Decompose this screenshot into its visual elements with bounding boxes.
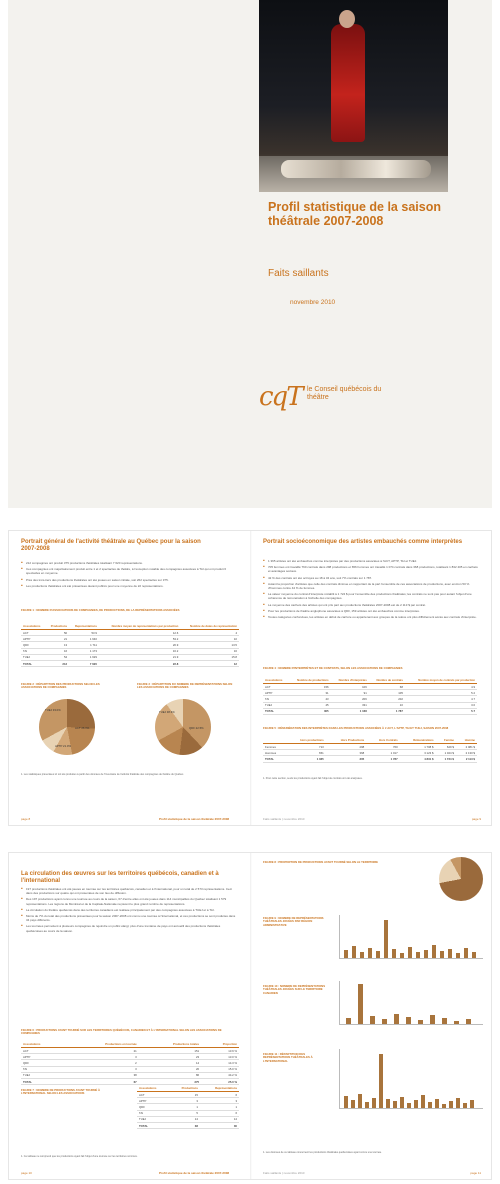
bar [456,953,460,958]
cell: 13.0 % [201,1054,239,1060]
column-header: Hors Contrats [366,737,399,744]
cell: 305 [326,756,367,762]
bar [421,1095,425,1108]
figure-11-label: FIGURE 11 : RÉPARTITION DES REPRÉSENTATIONS THÉÂTRALES À L'INTERNATIONAL [263,1052,313,1063]
page-fold [250,531,252,825]
column-header: Représentations [69,623,99,630]
bar [414,1100,418,1108]
bullet-list-socioeconomic [263,559,478,621]
spread-pages-10-11 [8,852,492,1180]
column-header: Homme [456,737,477,744]
cell: 4.7 [405,696,477,702]
bar [407,1103,411,1108]
cell: 15.8 [180,654,239,660]
column-header: Hors Productions [326,737,367,744]
footnote-left: 1. Ce tableau ne comprend que les productions ayant fait l'objet d'une tournée sur les territoires nommés. [21,1155,138,1158]
pie-label: ACT 26.0% [75,726,90,730]
cell: 1 [200,1104,239,1110]
cell: 368 [326,750,367,756]
bar [463,1103,467,1108]
cell: 1 708 $ [400,744,436,750]
cell: 151 [139,1048,201,1054]
cell: 16.2 [99,648,180,654]
bar [400,953,404,958]
bar [416,952,420,958]
cell: 21 [65,1048,138,1054]
cell: 298 [326,744,367,750]
bar [456,1098,460,1108]
bar [435,1099,439,1108]
pie-label: QDF 22.5% [189,726,204,730]
cell: 53.2 [99,636,180,642]
bullet-item: ■ Des 197 productions ayant connu une tournée au cours de la saison, 67 d'entre elles ont été jouées dans 114 municipalités du Québec totalisant 1 579 représentations. Les régions de Montréal et de la Capitale-Nationale reçoivent le plus grand nombre de représentations. [21,897,236,905]
bullet-item: ■ Près des trois-tiers des productions théâtrales ont été jouées en saison initiale, soit 262 spectacles sur 375. [21,578,236,582]
column-header: Productions [169,1085,200,1092]
cell: 1 711 [69,642,99,648]
bar [406,1017,411,1024]
cell: 5.7 [405,708,477,714]
cell: 21 [46,636,69,642]
figure-8-label: FIGURE 8 : PROPORTION DE PRODUCTIONS AYANT TOURNÉ SELON LE TERRITOIRE [263,860,379,864]
bar-chart-regions [339,915,483,959]
bullet-item: ■ La valeur moyenne du contrat d'interprète s'établit à 1 724 $ pour l'ensemble des productions théâtrales; les contrats ne sont pas pour autant l'objet d'une cohérence de rémunération à l'échelle des compagnies. [263,592,478,600]
column-header: Nombre de dates de représentation [180,623,239,630]
bar [400,1097,404,1108]
cell: 13.9 % [201,1048,239,1054]
bar [440,951,444,958]
cell: 44.2 % [201,1072,239,1078]
page-number-left: page 8 [21,817,31,821]
column-header: Productions [46,623,69,630]
cell: 12.6 [99,630,180,636]
cell: 2 130 $ [456,750,477,756]
cell: TOTAL [137,1122,169,1128]
actress-head [339,10,355,28]
bullet-item: ■ Autant la proportion d'artistes que celle des contrats diminue en rapportant de la part l'ensemble de ces associations de productions, avec environ 50 % d'hommes contre 44 % de femmes. [263,582,478,590]
cell: 53.9 [69,630,99,636]
bar [346,1018,351,1024]
cell: 14.3 % [201,1060,239,1066]
lying-figures [281,160,431,178]
cell: 1 629 [69,654,99,660]
bullet-item: ■ Ces compagnies ont majoritairement produit entre 1 et 2 spectacles de théâtre, à l'exception notable des compagnies associées à TAI qui ont produit 6 spectacles en moyenne. [21,567,236,575]
column-header: Associations [137,1085,169,1092]
cell: 91 [331,690,369,696]
cell: 15 [169,1092,200,1098]
bar [379,1054,383,1108]
bar [344,950,348,958]
bullet-item: ■ La moyenne des cachets des artistes qui ont pris part aux productions théâtrales 2007-2008 est de 2 113 $ par contrat. [263,603,478,607]
column-header: Nombre de productions [288,677,330,684]
footer-right: Faits saillants | novembre 2010 [263,817,305,821]
bar-chart-international [339,1049,483,1109]
bar [466,1019,471,1024]
bar [393,1101,397,1108]
cell: 14 [200,1116,239,1122]
bar [418,1020,423,1024]
cell: TUEJ [21,654,46,660]
bar [430,1015,435,1024]
cell: 45 [288,702,330,708]
cell: QDF [21,1060,65,1066]
cell: 1 787 [369,708,405,714]
cell: 20.9 [99,642,180,648]
column-header: Associations [21,623,46,630]
cell: ACT [263,684,288,690]
bullet-item: ■ Toutes catégories confondues, les artistes en début de carrière ou appartenant aux groupes de la relève ont plus difficilement accès aux contrats d'interprète. [263,615,478,619]
bullet-item: ■ La circulation du théâtre québécois dans des territoires canadiens est réalisée principalement par des compagnies associées à TUEJ et à TAI. [21,908,236,912]
bullet-item: ■ Les tournées permettent à plusieurs compagnies de rejoindre un public élargi; plus d'une trentaine de pays ont accueilli des productions théâtrales québécoises au cours de la saison. [21,924,236,932]
cell: Femmes [263,744,285,750]
figure-1-label: FIGURE 1 : NOMBRE D'ASSOCIATIONS DE COMPAGNIES, DE PRODUCTIONS, DE LA REPRÉSENTATIONS ASSOCIÉES [21,608,180,612]
cell: APTP [263,690,288,696]
column-header: Productions en tournée [65,1041,138,1048]
cell: 4 [180,630,239,636]
pie-label: TUEJ 38.3% [159,710,175,714]
cell: APTP [21,1054,65,1060]
cell: TUEJ [263,702,288,708]
bar [472,952,476,958]
cover-page [8,0,492,508]
cell: 21.9 [99,654,180,660]
column-header: Productions totales [139,1041,201,1048]
pie-label: APTP 21.0% [55,744,71,748]
footnote-right: 1. Pour cette section, seuls les productions ayant fait l'objet de contrats ont été analysées. [263,777,363,780]
cell: 10 [180,636,239,642]
bar [360,952,364,958]
cell: 16 [46,648,69,654]
cell: 22.8 [99,660,180,666]
logo-mark: cqT [259,382,302,412]
cell: TOTAL [21,1078,65,1084]
column-header: Nombre de contrats [369,677,405,684]
bar [358,984,363,1024]
column-header: Représentations [200,1085,239,1092]
bullet-item: ■ 197 productions théâtrales ont été jouées en tournée sur les territoires québécois, canadien et à l'international, pour un total de 2 573 représentations. Ceci dans des productions sur quatre qui ont présentées de son lieu de diffusion. [21,887,236,895]
cell: 14 [169,1116,200,1122]
table-figure-5 [263,737,477,763]
bar [368,948,372,958]
cell: ACT [21,630,46,636]
footer-left [159,817,229,821]
cell: 67 [65,1078,138,1084]
actress-red-dress [331,24,365,142]
footer-text: Profil statistique de la saison théâtrale 2007-2008 [159,1171,230,1175]
cell: Hommes [263,750,285,756]
cell: 1 [169,1104,200,1110]
bar [394,1014,399,1024]
logo-text: le Conseil québécois du théâtre [307,386,382,401]
column-header: Associations [263,677,288,684]
bullet-item: ■ Moins de 7% du total des productions présentées pour la saison 2007-2008 ont connu une tournée à l'international, et ces productions se sont produites dans 34 pays différents. [21,914,236,922]
page-number-right: page 9 [471,817,481,821]
cell: 38 [65,1072,138,1078]
bar [464,948,468,958]
bar [351,1100,355,1108]
table-total-row [137,1122,239,1128]
bullet-item: ■ Les productions théâtrales ont été présentées devant publics pour une moyenne de 22 représentations. [21,584,236,588]
section-heading-circulation: La circulation des œuvres sur les territoires québécois, canadien et à l'international [21,871,219,884]
section-heading-general: Portrait général de l'activité théâtrale au Québec pour la saison 2007-2008 [21,539,201,552]
cell: 375 [139,1078,201,1084]
bar [376,951,380,958]
bullet-item: ■ 705 femmes ont travaillé 760 contrats dans 298 productions et 656 hommes ont travaillé 1 074 contrats dans 368 productions, totalisant 1 832 405 en cachets et avantages sociaux. [263,565,478,573]
bar [365,1102,369,1108]
cell: TOTAL [263,708,288,714]
cell: TAI [263,696,288,702]
cell: 4 831 $ [400,756,436,762]
cell: 23 [139,1054,201,1060]
table-total-row [263,708,477,714]
bar [428,1102,432,1108]
bar [449,1101,453,1108]
figure-3-label: FIGURE 3 : RÉPARTITION DU NOMBRE DE REPRÉSENTATIONS SELON LES ASSOCIATIONS DE COMPAGNIES [137,682,233,690]
page-number-left: page 10 [21,1171,32,1175]
cell: 202 [369,696,405,702]
bar [454,1021,459,1024]
figure-7-label: FIGURE 7 : NOMBRE DE PRODUCTIONS AYANT TOURNÉ À L'INTERNATIONAL SELON LES ASSOCIATIONS [21,1088,101,1096]
bar [442,1018,447,1024]
cell: 6 [200,1092,239,1098]
cell: 106 [331,684,369,690]
figure-2-label: FIGURE 2 : RÉPARTITION DES PRODUCTIONS SELON LES ASSOCIATIONS DE COMPAGNIES [21,682,100,690]
column-header: Femme [436,737,456,744]
cover-title: Profil statistique de la saison théâtrale 2007-2008 [268,200,441,228]
cell: 16 [180,648,239,654]
cell: 2 081 $ [456,744,477,750]
table-figure-4 [263,677,477,715]
cell: 1 724 $ [436,756,456,762]
footer-text: Profil statistique de la saison théâtrale 2007-2008 [159,817,230,821]
section-heading-socioeconomic: Portrait socioéconomique des artistes embauchés comme interprètes [263,539,463,545]
column-header: Hors productions [285,737,325,744]
cell: 15.0 % [201,1066,239,1072]
cell: 1 787 [366,756,399,762]
cell: 3 [65,1054,138,1060]
footer-right: Faits saillants | novembre 2010 [263,1171,305,1175]
cell: 38 [169,1122,200,1128]
bar [386,1099,390,1108]
cell: 50 [46,630,69,636]
cell: 20 [139,1066,201,1072]
cell: 25.0 % [201,1078,239,1084]
cqt-logo [259,382,389,422]
cell: 1 168 [331,708,369,714]
cover-date: novembre 2010 [290,299,336,306]
bar [370,1016,375,1024]
cell: 2 [65,1060,138,1066]
cell: 629 $ [436,744,456,750]
bar [344,1096,348,1108]
footer-left [159,1171,229,1175]
column-header: Proportion [201,1041,239,1048]
cell: 54 [46,654,69,660]
cell: 43 [288,696,330,702]
cell: ACT [137,1092,169,1098]
pie-label: TUEJ 33.0% [45,708,61,712]
cell: ACT [21,1048,65,1054]
cell: 1 640 [69,636,99,642]
cell: 331 [331,702,369,708]
cell: 1 365 [285,756,325,762]
cell: APTP [21,636,46,642]
cell: TUEJ [137,1116,169,1122]
cell: TAI [21,1066,65,1072]
cell: TAI [137,1110,169,1116]
cell: 1 017 [366,750,399,756]
cell: 206 [331,696,369,702]
cell: 713 [285,744,325,750]
bullet-item: ■ Pour les productions de théâtre anglophone associées à QDF, 159 artistes ont été embauchés comme interprètes. [263,609,478,613]
cell: 10 [369,702,405,708]
bar [382,1019,387,1024]
cell: 1 024 $ [436,750,456,756]
table-total-row [263,756,477,762]
cell: 651 [285,750,325,756]
bar [448,949,452,958]
column-header: Nombre d'interprètes [331,677,369,684]
column-header: Rémunérations [400,737,436,744]
bullet-list-general [21,561,236,590]
cell: 3 [200,1098,239,1104]
cell: 13.5 [180,642,239,648]
cell: 212 [46,660,69,666]
cell: APTP [137,1098,169,1104]
page-number-right: page 11 [470,1171,481,1175]
bar [432,945,436,958]
table-figure-1 [21,623,239,667]
cell: 30 [200,1122,239,1128]
bullet-item: ■ 1 365 artistes ont été embauchés comme interprètes par des productions associées à l'ACT, APTP, TAI et TUEJ. [263,559,478,563]
spread-pages-8-9 [8,530,492,826]
cell: 156 [288,684,330,690]
cell: 3.0 [405,702,477,708]
cell: 3 123 $ [400,750,436,756]
cell: 14 [139,1060,201,1066]
figure-4-label: FIGURE 4 : NOMBRE D'INTERPRÈTES ET DE CONTRATS, SELON LES ASSOCIATIONS DE COMPAGNIES [263,666,403,670]
cell: 105 [369,690,405,696]
column-header: Nombre moyen de contrats par production [405,677,477,684]
bar [352,946,356,958]
cell: 12 [180,660,239,666]
bar [384,920,388,958]
cell: 305 [288,708,330,714]
cover-photo [259,0,448,192]
table-total-row [21,660,239,666]
cell: 31 [288,690,330,696]
cell: TOTAL [21,660,46,666]
cell: 1 173 [69,648,99,654]
cell: 3 [169,1098,200,1104]
cell: TAI [21,648,46,654]
cell: TOTAL [263,756,285,762]
cell: QDF [137,1104,169,1110]
bar [470,1100,474,1108]
bar [424,950,428,958]
cell: QDF [21,642,46,648]
bullet-item: ■ 42 % des contrats ont été octroyés au 18 à 34 ans, soit 7% contrats sur 1 787. [263,576,478,580]
cell: 86 [139,1072,201,1078]
table-figure-7 [137,1085,239,1129]
bullet-list-circulation [21,887,236,935]
column-header: Nombre moyen de représentations par production [99,623,180,630]
table-figure-6 [21,1041,239,1085]
footnote-left: 1. Les statistiques présentées ici ont été produites à partir des données de l'Inventaire de l'activité théâtrale des compagnies de théâtre du Québec. [21,773,184,776]
figure-6-label: FIGURE 6 : PRODUCTIONS AYANT TOURNÉ SUR LES TERRITOIRES QUÉBÉCOIS, CANADIEN ET À L'INTERNATIONAL SELON LES ASSOCIATIONS DE COMPAGNIES [21,1028,222,1036]
page-fold [250,853,252,1179]
figure-9-label: FIGURE 9 : NOMBRE DE REPRÉSENTATIONS THÉÂTRALES JOUÉES PAR RÉGION ADMINISTRATIVE [263,916,324,927]
bullet-item: ■ 212 compagnies ont produit 375 productions théâtrales totalisant 7 620 représentations. [21,561,236,565]
cover-subtitle: Faits saillants [268,268,329,279]
cell: TUEJ [21,1072,65,1078]
footnote-right: 1. Les données de ce tableau concernent les productions théâtrales québécoises ayant connu une tournée. [263,1151,382,1154]
cell: 3 [65,1066,138,1072]
cell: 7 620 [69,660,99,666]
cell: 2 113 $ [456,756,477,762]
bar [408,947,412,958]
pie-chart-territories [439,857,483,901]
bar-chart-canada [339,981,483,1025]
bar [372,1098,376,1108]
bar [442,1104,446,1108]
bar [392,949,396,958]
cell: 6 [200,1110,239,1116]
cell: 13 [46,642,69,648]
cell: 68 [369,684,405,690]
table-total-row [21,1078,239,1084]
column-header: Associations [21,1041,65,1048]
cell: 760 [366,744,399,750]
cell: 5.2 [405,690,477,696]
cell: 4.9 [405,684,477,690]
figure-10-label: FIGURE 10 : NOMBRE DE REPRÉSENTATIONS THÉÂTRALES JOUÉES SUR LE TERRITOIRE CANADIEN [263,984,326,995]
cell: 5 [169,1110,200,1116]
figure-5-label: FIGURE 5 : RÉMUNÉRATION DES INTERPRÈTES DANS LES PRODUCTIONS ASSOCIÉES À L'ACT, L'APTP, TAI ET TUEJ, SAISON 2007-2008 [263,726,449,730]
bar [358,1094,362,1108]
